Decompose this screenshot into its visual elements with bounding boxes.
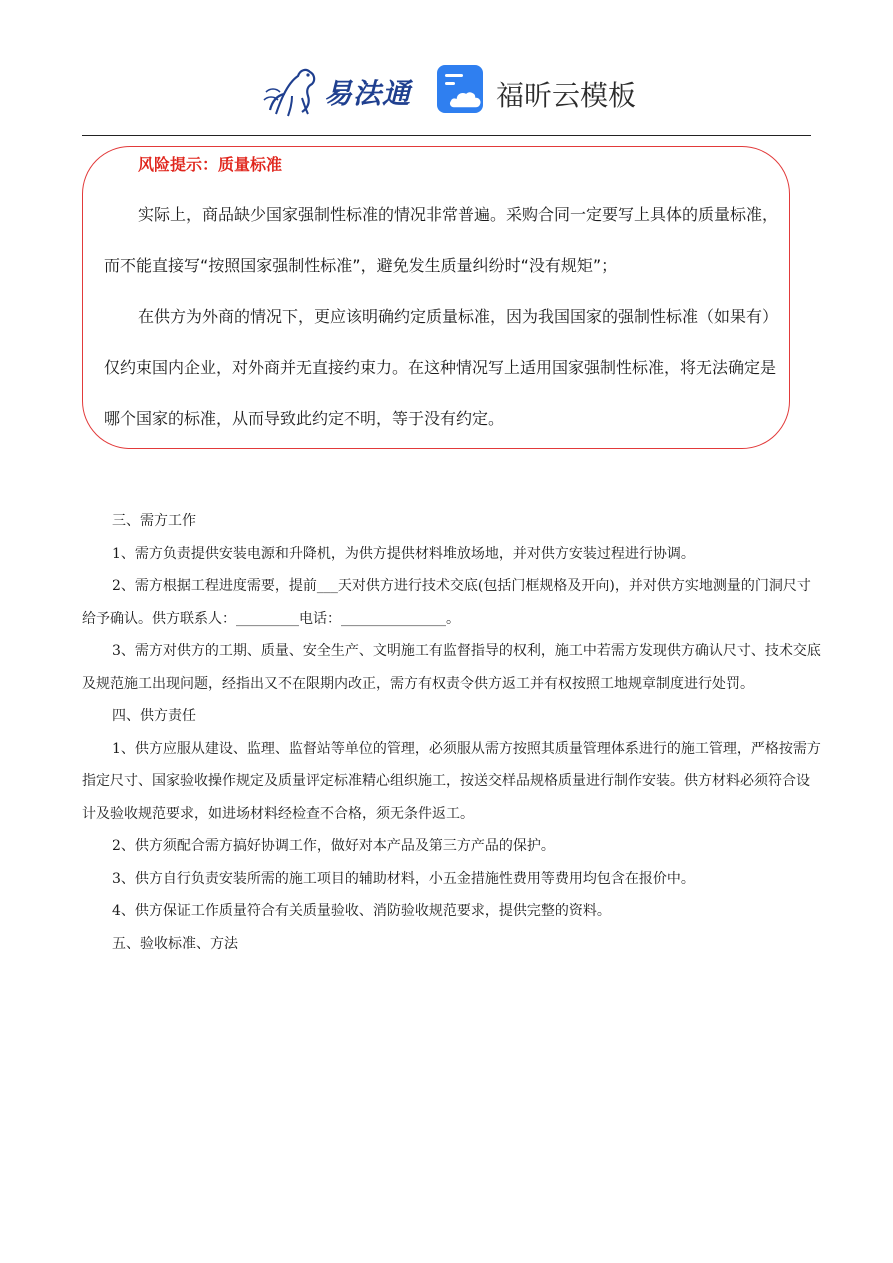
cloud-document-icon bbox=[436, 64, 488, 116]
section-3-item-2: 2、需方根据工程进度需要，提前___天对供方进行技术交底(包括门框规格及开向)，并对供方实地测量的门洞尺寸给予确认。供方联系人：_________电话：_______________。 bbox=[82, 578, 811, 627]
fuxin-template-logo bbox=[436, 64, 636, 120]
contract-body bbox=[82, 505, 822, 960]
header-divider bbox=[82, 135, 811, 136]
section-4-item-1: 1、供方应服从建设、监理、监督站等单位的管理，必须服从需方按照其质量管理体系进行的施工管理，严格按需方指定尺寸、国家验收操作规定及质量评定标准精心组织施工，按送交样品规格质量进行制作安装。供方材料必须符合设计及验收规范要求，如进场材料经检查不合格，须无条件返工。 bbox=[82, 740, 821, 822]
section-3-title: 三、需方工作 bbox=[112, 513, 196, 529]
section-3-item-3: 3、需方对供方的工期、质量、安全生产、文明施工有监督指导的权利，施工中若需方发现供方确认尺寸、技术交底及规范施工出现问题，经指出又不在限期内改正，需方有权责令供方返工并有权按照工地规章制度进行处罚。 bbox=[82, 643, 821, 692]
page-header bbox=[0, 58, 893, 122]
yifatong-logo bbox=[262, 62, 412, 118]
horse-emblem-icon bbox=[262, 62, 322, 118]
risk-paragraph-2: 在供方为外商的情况下，更应该明确约定质量标准，因为我国国家的强制性标准（如果有）仅约束国内企业，对外商并无直接约束力。在这种情况写上适用国家强制性标准，将无法确定是哪个国家的标准，从而导致此约定不明，等于没有约定。 bbox=[104, 307, 779, 428]
section-3-item-1: 1、需方负责提供安装电源和升降机，为供方提供材料堆放场地，并对供方安装过程进行协调。 bbox=[112, 545, 695, 562]
section-4-title: 四、供方责任 bbox=[112, 708, 196, 724]
fuxin-logo-text: 福昕云模板 bbox=[496, 79, 637, 112]
risk-paragraph-1: 实际上，商品缺少国家强制性标准的情况非常普遍。采购合同一定要写上具体的质量标准，而不能直接写“按照国家强制性标准”，避免发生质量纠纷时“没有规矩”； bbox=[104, 205, 779, 275]
section-5-title: 五、验收标准、方法 bbox=[112, 935, 238, 952]
risk-title: 风险提示：质量标准 bbox=[138, 155, 283, 174]
section-4-item-2: 2、供方须配合需方搞好协调工作，做好对本产品及第三方产品的保护。 bbox=[112, 838, 555, 854]
yifatong-logo-text: 易法通 bbox=[324, 77, 412, 110]
section-4-item-3: 3、供方自行负责安装所需的施工项目的辅助材料，小五金措施性费用等费用均包含在报价中。 bbox=[112, 870, 695, 887]
section-4-item-4: 4、供方保证工作质量符合有关质量验收、消防验收规范要求，提供完整的资料。 bbox=[112, 903, 611, 919]
